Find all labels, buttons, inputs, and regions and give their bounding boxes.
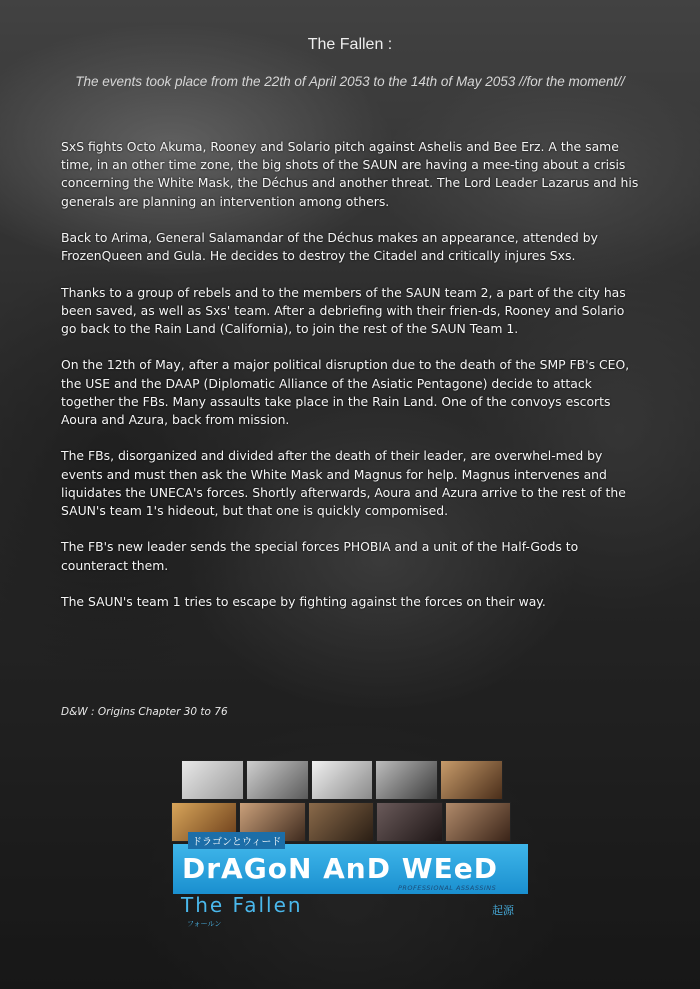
- arc-title: The Fallen: [181, 893, 303, 917]
- manga-panel: [440, 760, 503, 800]
- manga-panel: [246, 760, 309, 800]
- date-range-subtitle: The events took place from the 22th of April 2053 to the 14th of May 2053 //for the moment//: [75, 74, 625, 89]
- page-title: The Fallen :: [307, 36, 393, 53]
- paragraph: SxS fights Octo Akuma, Rooney and Solario pitch against Ashelis and Bee Erz. A the same time, in an other time zone, the big shots of the SAUN are having a mee-ting about a crisis concerning the White Mask, the Déchus and another threat. The Lord Leader Lazarus and his generals are planning an intervention among others.: [61, 139, 639, 209]
- paragraph: The SAUN's team 1 tries to escape by fighting against the forces on their way.: [61, 593, 546, 609]
- paragraph: The FB's new leader sends the special forces PHOBIA and a unit of the Half-Gods to counteract them.: [61, 539, 579, 573]
- paragraph: The FBs, disorganized and divided after the death of their leader, are overwhel-med by events and must then ask the White Mask and Magnus for help. Magnus intervenes and liquidates the UNECA's forces. Shortly afterwards, Aoura and Azura arrive to the rest of the SAUN's team 1's hideout, but that one is quickly compomised.: [61, 448, 626, 518]
- arc-title-kana: フォールン: [187, 920, 222, 928]
- logo-tagline: PROFESSIONAL ASSASSINS: [398, 884, 497, 892]
- paragraph: Back to Arima, General Salamandar of the Déchus makes an appearance, attended by FrozenQueen and Gula. He decides to destroy the Citadel and critically injures Sxs.: [61, 230, 598, 264]
- summary-text: [61, 138, 643, 629]
- manga-panel: [311, 760, 374, 800]
- manga-panel: [181, 760, 244, 800]
- origin-kanji: 起源: [492, 904, 514, 917]
- paragraph: Thanks to a group of rebels and to the members of the SAUN team 2, a part of the city has been saved, as well as Sxs' team. After a debriefing with their frien-ds, Rooney and Solario go back to the Rain Land (California), to join the rest of the SAUN Team 1.: [61, 284, 626, 336]
- logo-kana: ドラゴンとウィード: [188, 832, 285, 849]
- manga-panel: [308, 802, 374, 842]
- manga-panel: [445, 802, 511, 842]
- manga-panel-strip-top: [181, 760, 503, 800]
- manga-panel: [375, 760, 438, 800]
- series-logo: DrAGoN AnD WEeD: [182, 852, 498, 885]
- chapter-credit: D&W : Origins Chapter 30 to 76: [61, 706, 228, 718]
- manga-panel: [376, 802, 442, 842]
- paragraph: On the 12th of May, after a major political disruption due to the death of the SMP FB's CEO, the USE and the DAAP (Diplomatic Alliance of the Asiatic Pentagone) decide to attack together the FBs. Many assaults take place in the Rain Land. One of the convoys escorts Aoura and Azura, back from mission.: [61, 357, 630, 427]
